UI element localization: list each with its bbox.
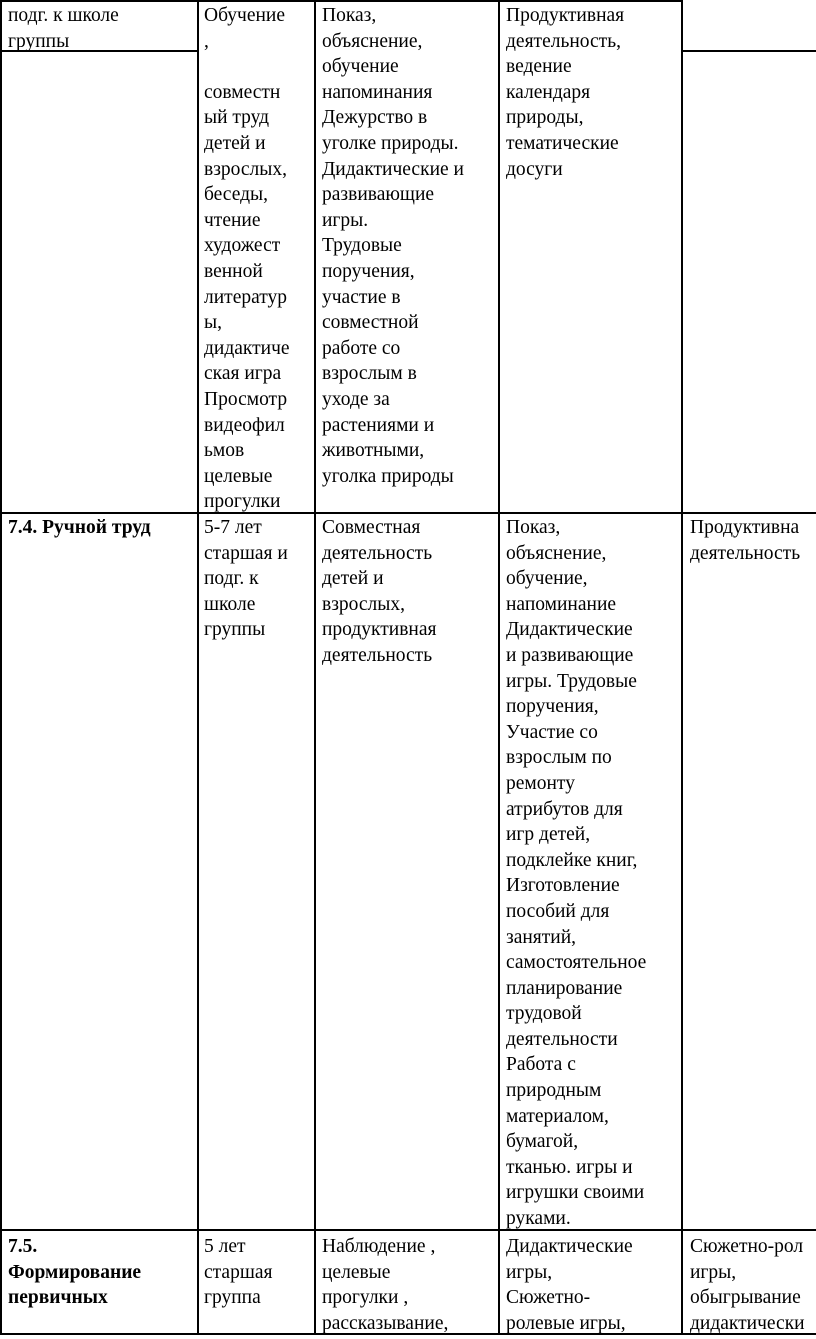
row-7-5-title: 7.5. Формирование первичных bbox=[8, 1236, 142, 1309]
row-7-5-methods: Дидактические игры, Сюжетно- ролевые игры, bbox=[506, 1236, 633, 1334]
row-7-5-forms: Наблюдение , целевые прогулки , рассказывание, bbox=[322, 1236, 449, 1334]
column-border bbox=[0, 0, 2, 1335]
row-7-5-age: 5 лет старшая группа bbox=[204, 1236, 273, 1309]
row-border bbox=[0, 512, 816, 514]
top-row-activities-cell: Продуктивная деятельность, ведение календаря природы, тематические досуги bbox=[506, 5, 625, 180]
column-border bbox=[197, 0, 199, 1335]
column-border bbox=[498, 0, 500, 1335]
row-border bbox=[682, 50, 816, 52]
row-7-4-title: 7.4. Ручной труд bbox=[8, 517, 151, 538]
row-7-5-activities: Сюжетно-рол игры, обыгрывание дидактически bbox=[690, 1236, 805, 1334]
row-7-4-methods: Показ, объяснение, обучение, напоминание Дидактические и развивающие игры. Трудовые поручения, Участие со взрослым по ремонту атрибутов для игр детей, подклейке книг, Изготовление пособий для занятий, самостоятельное планирование трудовой деятельности Работа с природным материалом, бумагой, тканью. игры и игрушки своими руками. bbox=[506, 517, 647, 1230]
row-7-4-age: 5-7 лет старшая и подг. к школе группы bbox=[204, 517, 288, 641]
column-border bbox=[681, 0, 683, 1335]
row-border bbox=[0, 1229, 816, 1231]
column-border bbox=[314, 0, 316, 1335]
row-7-4-forms: Совместная деятельность детей и взрослых, продуктивная деятельность bbox=[322, 517, 437, 666]
top-row-forms-cell: Обучение , совместн ый труд детей и взрослых, беседы, чтение художест венной литератур ы, дидактиче ская игра Просмотр видеофил ьмов целевые прогулки bbox=[204, 5, 290, 513]
row-border bbox=[0, 0, 682, 2]
row-7-4-activities: Продуктивна деятельность bbox=[690, 517, 801, 564]
top-row-methods-cell: Показ, объяснение, обучение напоминания Дежурство в уголке природы. Дидактические и развивающие игры. Трудовые поручения, участие в совместной работе со взрослым в уходе за растениями и животными, уголка природы bbox=[322, 5, 464, 487]
top-row-group-cell: подг. к школе группы bbox=[8, 5, 119, 52]
